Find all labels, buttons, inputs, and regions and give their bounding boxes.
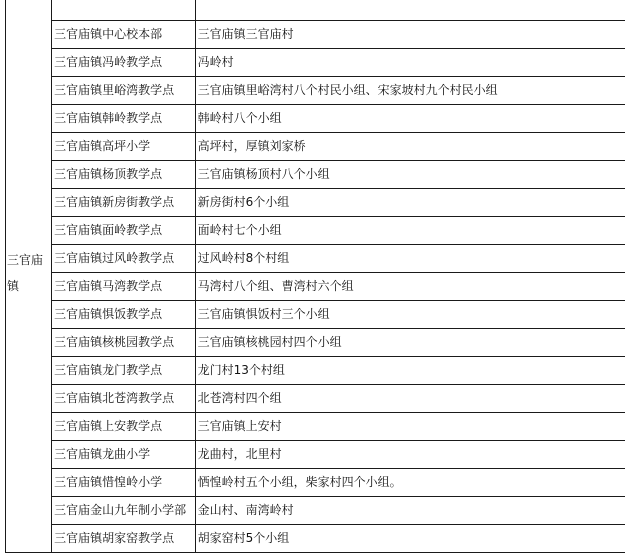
school-name-cell: 三官庙镇龙曲小学 bbox=[52, 441, 195, 469]
school-name-cell: 三官庙镇新房街教学点 bbox=[52, 189, 195, 217]
table-body bbox=[6, 0, 625, 553]
school-name-cell: 三官庙镇面岭教学点 bbox=[52, 217, 195, 245]
school-name-cell: 三官庙镇龙门教学点 bbox=[52, 357, 195, 385]
table-row bbox=[6, 469, 625, 497]
service-area-cell: 三官庙镇上安村 bbox=[195, 413, 625, 441]
service-area-cell: 过风岭村8个村组 bbox=[195, 245, 625, 273]
school-name-cell: 三官庙镇上安教学点 bbox=[52, 413, 195, 441]
table-row bbox=[6, 189, 625, 217]
table-row bbox=[6, 525, 625, 553]
school-name-cell: 三官庙镇中心校本部 bbox=[52, 21, 195, 49]
school-name-cell: 三官庙镇惧饭教学点 bbox=[52, 301, 195, 329]
service-area-cell: 金山村、南湾岭村 bbox=[195, 497, 625, 525]
service-area-cell: 北苍湾村四个组 bbox=[195, 385, 625, 413]
table-row bbox=[6, 329, 625, 357]
table-row bbox=[6, 245, 625, 273]
town-name-cell: 三官庙镇 bbox=[6, 0, 52, 553]
table-row bbox=[6, 133, 625, 161]
table-row bbox=[6, 21, 625, 49]
table-row bbox=[6, 105, 625, 133]
service-area-cell: 马湾村八个组、曹湾村六个组 bbox=[195, 273, 625, 301]
table-row bbox=[6, 0, 625, 21]
school-district-table bbox=[5, 0, 625, 553]
table-row bbox=[6, 357, 625, 385]
service-area-cell: 三官庙镇里峪湾村八个村民小组、宋家坡村九个村民小组 bbox=[195, 77, 625, 105]
table-row bbox=[6, 161, 625, 189]
service-area-cell bbox=[195, 0, 625, 21]
school-name-cell: 三官庙镇过风岭教学点 bbox=[52, 245, 195, 273]
school-name-cell: 三官庙金山九年制小学部 bbox=[52, 497, 195, 525]
table-row bbox=[6, 385, 625, 413]
service-area-cell: 三官庙镇核桃园村四个小组 bbox=[195, 329, 625, 357]
table-row bbox=[6, 273, 625, 301]
service-area-cell: 恓惶岭村五个小组，柴家村四个小组。 bbox=[195, 469, 625, 497]
school-name-cell: 三官庙镇韩岭教学点 bbox=[52, 105, 195, 133]
service-area-cell: 胡家窑村5个小组 bbox=[195, 525, 625, 553]
service-area-cell: 龙曲村，北里村 bbox=[195, 441, 625, 469]
table-row bbox=[6, 497, 625, 525]
school-name-cell: 三官庙镇冯岭教学点 bbox=[52, 49, 195, 77]
service-area-cell: 新房街村6个小组 bbox=[195, 189, 625, 217]
school-name-cell: 三官庙镇高坪小学 bbox=[52, 133, 195, 161]
service-area-cell: 面岭村七个小组 bbox=[195, 217, 625, 245]
service-area-cell: 高坪村，厚镇刘家桥 bbox=[195, 133, 625, 161]
service-area-cell: 龙门村13个村组 bbox=[195, 357, 625, 385]
school-name-cell: 三官庙镇惜惶岭小学 bbox=[52, 469, 195, 497]
service-area-cell: 冯岭村 bbox=[195, 49, 625, 77]
school-name-cell: 三官庙镇北苍湾教学点 bbox=[52, 385, 195, 413]
table-row bbox=[6, 413, 625, 441]
school-name-cell: 三官庙镇核桃园教学点 bbox=[52, 329, 195, 357]
table-row bbox=[6, 441, 625, 469]
service-area-cell: 三官庙镇杨顶村八个小组 bbox=[195, 161, 625, 189]
school-name-cell bbox=[52, 0, 195, 21]
school-name-cell: 三官庙镇里峪湾教学点 bbox=[52, 77, 195, 105]
service-area-cell: 韩岭村八个小组 bbox=[195, 105, 625, 133]
table-row bbox=[6, 77, 625, 105]
table-row bbox=[6, 49, 625, 77]
table-row bbox=[6, 217, 625, 245]
service-area-cell: 三官庙镇惧饭村三个小组 bbox=[195, 301, 625, 329]
school-name-cell: 三官庙镇胡家窑教学点 bbox=[52, 525, 195, 553]
school-name-cell: 三官庙镇马湾教学点 bbox=[52, 273, 195, 301]
table-row bbox=[6, 301, 625, 329]
school-name-cell: 三官庙镇杨顶教学点 bbox=[52, 161, 195, 189]
service-area-cell: 三官庙镇三官庙村 bbox=[195, 21, 625, 49]
